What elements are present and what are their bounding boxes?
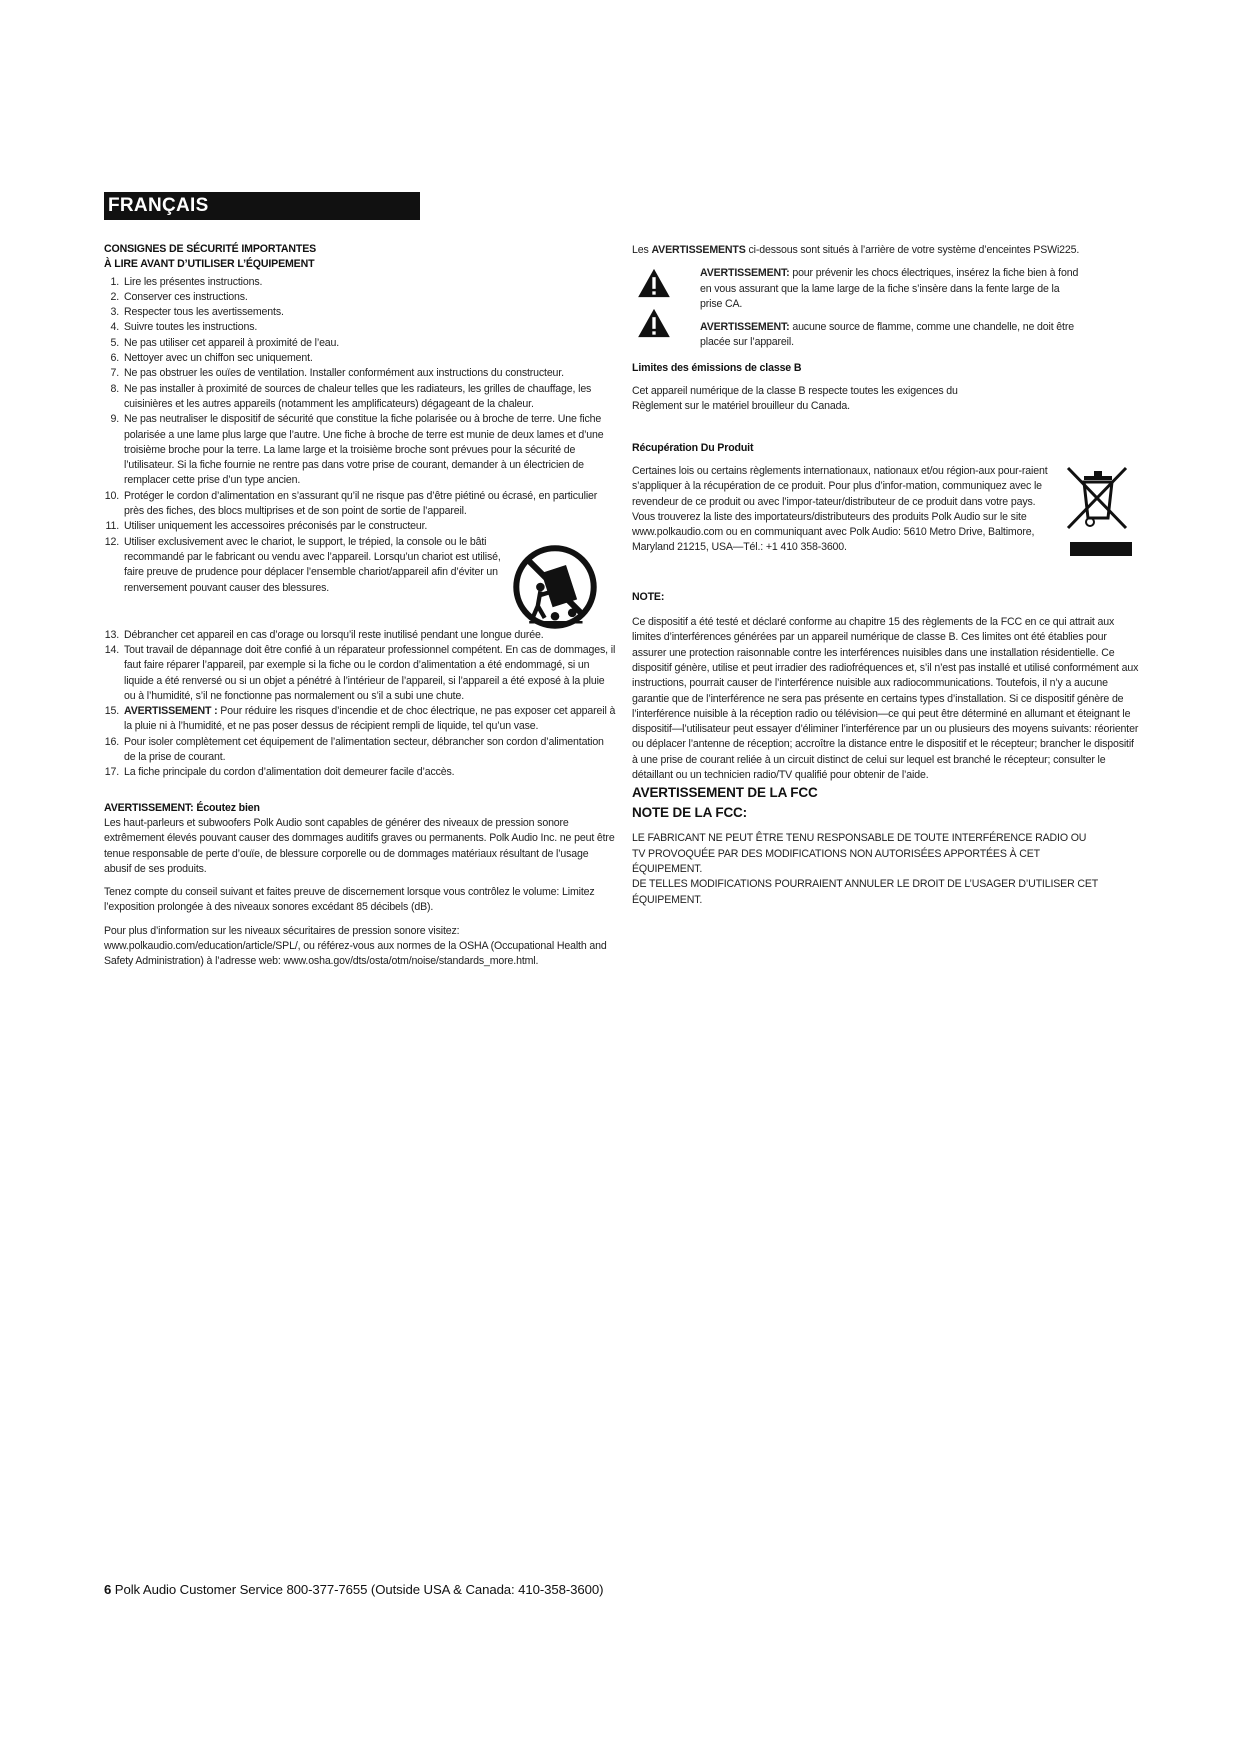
hearing-paragraph-2: Tenez compte du conseil suivant et faites preuve de discernement lorsque vous contrôlez le volume: Limitez l’exposition prolongée à des niveaux sonores excédant 85 décibels (dB).: [104, 886, 595, 914]
fcc-note-title: NOTE DE LA FCC:: [632, 805, 747, 821]
note-heading: NOTE:: [632, 590, 665, 603]
list-item: 11. Utiliser uniquement les accessoires préconisés par le constructeur.: [105, 520, 428, 533]
hearing-paragraph-3: Pour plus d’information sur les niveaux sécuritaires de pression sonore visitez: www.polkaudio.com/education/article/SPL/, ou référez-vous aux normes de la OSHA (Occupational Health and Safety Administration) à l’adresse web: www.osha.gov/dts/osta/otm/noise/standards_more.html.: [104, 924, 607, 968]
cart-tipover-warning-icon: [512, 541, 598, 633]
list-item: 10. Protéger le cordon d’alimentation en s’assurant qu’il ne risque pas d’être piétiné ou écrasé, en particulier près des fiches, des blocs multiprises et de son point de sortie de l’appareil.: [104, 489, 598, 518]
crossed-bin-weee-icon: [1060, 458, 1140, 558]
page-number: 6: [104, 1582, 112, 1597]
list-item: 2. Conserver ces instructions.: [110, 290, 248, 303]
page-footer: [104, 1582, 603, 1597]
safety-instructions-list: [104, 275, 616, 781]
fcc-caps-paragraph-1: LE FABRICANT NE PEUT ÊTRE TENU RESPONSABLE DE TOUTE INTERFÉRENCE RADIO OU TV PROVOQUÉE PAR DES MODIFICATIONS NON AUTORISÉES APPORTÉES À CET ÉQUIPEMENT.: [632, 832, 1087, 875]
hearing-paragraph-1: Les haut-parleurs et subwoofers Polk Audio sont capables de générer des niveaux de pression sonore extrêmement élevés pouvant causer des dommages auditifs graves ou permanents. Polk Audio Inc. ne peut être tenue responsable de perte d’ouïe, de blessure corporelle ou de dommages matériaux résultant de l’usage abusif de ses produits.: [104, 816, 615, 875]
list-item: 15. AVERTISSEMENT : Pour réduire les risques d’incendie et de choc électrique, ne pas exposer cet appareil à la pluie ni à l’humidité, et ne pas poser dessus de récipient rempli de liquide, tel qu’un vase.: [104, 705, 616, 733]
list-item: 1. Lire les présentes instructions.: [110, 275, 263, 288]
list-item: 13. Débrancher cet appareil en cas d’orage ou lorsqu’il reste inutilisé pendant une longue durée.: [104, 628, 544, 641]
list-item: 3. Respecter tous les avertissements.: [110, 306, 284, 319]
fcc-warning-title: AVERTISSEMENT DE LA FCC: [632, 785, 818, 801]
safety-heading-2: À LIRE AVANT D’UTILISER L’ÉQUIPEMENT: [104, 258, 315, 271]
footer-customer-service: Polk Audio Customer Service 800-377-7655 (Outside USA & Canada: 410-358-3600): [111, 1582, 604, 1597]
language-label: FRANÇAIS: [108, 195, 209, 216]
list-item: 6. Nettoyer avec un chiffon sec uniquement.: [110, 352, 313, 365]
list-item: 16. Pour isoler complètement cet équipement de l’alimentation secteur, débrancher son cordon d’alimentation de la prise de courant.: [104, 735, 604, 764]
rear-warnings: [632, 266, 1140, 350]
recovery-heading: Récupération Du Produit: [632, 441, 754, 454]
warning-triangle-icon: [637, 308, 671, 338]
language-section-bar: [104, 192, 420, 220]
flame-warning: AVERTISSEMENT: aucune source de flamme, comme une chandelle, ne doit être placée sur l’appareil.: [632, 320, 1140, 351]
recovery-text: Certaines lois ou certains règlements internationaux, nationaux et/ou région-aux pour-raient s’appliquer à la récupération de ce produit. Pour plus d’infor-mation, communiquez avec le revendeur de ce produit ou avec l’impor-tateur/distributeur de ce produit dans votre pays. Vous trouverez la liste des importateurs/distributeurs des produits Polk Audio sur le site www.polkaudio.com ou en communiquant avec Polk Audio: 5610 Metro Drive, Baltimore, Maryland 21215, USA—Tél.: +1 410 358-3600.: [632, 464, 1048, 554]
list-item: 8. Ne pas installer à proximité de sources de chaleur telles que les radiateurs, les grilles de chauffage, les cuisinières et les autres appareils (notamment les amplificateurs) dégageant de la chaleur.: [110, 382, 592, 410]
classb-text: Cet appareil numérique de la classe B respecte toutes les exigences du Règlement sur le matériel brouilleur du Canada.: [632, 385, 958, 413]
list-item: 9. Ne pas neutraliser le dispositif de sécurité que constitue la fiche polarisée ou à broche de terre. Une fiche polarisée a une lame plus large que l’autre. Une fiche à broche de terre est munie de deux lames et d’une troisième broche pour la terre. La lame large et la troisième broche sont prévues pour la sécurité de l’utilisateur. Si la fiche fournie ne rentre pas dans votre prise de courant, demander à un électricien de remplacer cette prise d’un type ancien.: [110, 413, 604, 487]
classb-heading: Limites des émissions de classe B: [632, 361, 802, 374]
list-item: 17. La fiche principale du cordon d’alimentation doit demeurer facile d’accès.: [104, 766, 455, 779]
list-item: 5. Ne pas utiliser cet appareil à proximité de l’eau.: [110, 336, 340, 349]
left-column: [104, 242, 616, 970]
list-item: 12. Utiliser exclusivement avec le chariot, le support, le trépied, la console ou le bâti recommandé par le fabricant ou vendu avec l’appareil. Lorsqu’un chariot est utilisé, faire preuve de prudence pour déplacer l’ensemble chariot/appareil afin d’éviter un renversement pouvant causer des blessures.: [104, 535, 616, 628]
recovery-block: [632, 464, 1140, 556]
list-item: 4. Suivre toutes les instructions.: [110, 321, 258, 334]
shock-warning: AVERTISSEMENT: pour prévenir les chocs électriques, insérez la fiche bien à fond en vous assurant que la lame large de la fiche s’insère dans la fente large de la prise CA.: [632, 266, 1140, 312]
safety-heading-1: CONSIGNES DE SÉCURITÉ IMPORTANTES: [104, 243, 317, 255]
list-item: 7. Ne pas obstruer les ouïes de ventilation. Installer conformément aux instructions du constructeur.: [110, 367, 564, 380]
right-column: [632, 243, 1140, 908]
fcc-note-text: Ce dispositif a été testé et déclaré conforme au chapitre 15 des règlements de la FCC en ce qui attrait aux limites d’interférences générées par un appareil numérique de classe B. Ces limites ont été établies pour assurer une protection raisonnable contre les interférences nuisibles dans une installation résidentielle. Ce dispositif génère, utilise et peut irradier des radiofréquences et, s’il n’est pas installé et utilisé conformément aux instructions, pourrait causer de l’interférence nuisible aux radiocommunications. Toutefois, il n’y a aucune garantie que de l’interférence ne sera pas présente en certains types d’installation. Si ce dispositif génère de l’interférence nuisible à la réception radio ou télévision—ce qui peut être déterminé en allumant et éteignant le dispositif—l’utilisateur peut essayer d’éliminer l’interférence par un ou plusieurs des moyens suivants: réorienter ou déplacer l’antenne de réception; accroître la distance entre le dispositif et le récepteur; brancher le dispositif à une prise de courant reliée à un circuit distinct de celui sur lequel est branché le récepteur; consulter le détaillant ou un technicien radio/TV qualifié pour obtenir de l’aide.: [632, 616, 1139, 782]
hearing-warning-heading: AVERTISSEMENT: Écoutez bien: [104, 801, 260, 814]
warning-triangle-icon: [637, 268, 671, 298]
rear-warnings-intro: Les AVERTISSEMENTS ci-dessous sont situés à l’arrière de votre système d’enceintes PSWi225.: [632, 244, 1080, 256]
fcc-caps-paragraph-2: DE TELLES MODIFICATIONS POURRAIENT ANNULER LE DROIT DE L’USAGER D’UTILISER CET ÉQUIPEMENT.: [632, 878, 1098, 906]
list-item: 14. Tout travail de dépannage doit être confié à un réparateur professionnel compétent. En cas de dommages, il faut faire réparer l’appareil, par exemple si la fiche ou le cordon d’alimentation a été endommagé, si un liquide a été renversé ou si un objet a pénétré à l’intérieur de l’appareil, si l’appareil a été exposé à la pluie ou à l’humidité, s’il ne fonctionne pas normalement ou s’il a subi une chute.: [104, 643, 616, 702]
